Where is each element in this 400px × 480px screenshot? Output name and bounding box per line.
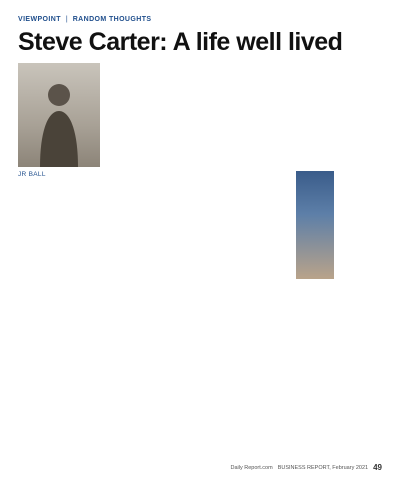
page-footer <box>0 463 400 472</box>
footer-issue: BUSINESS REPORT, February 2021 <box>277 464 369 471</box>
section-label: VIEWPOINT <box>18 16 61 23</box>
inset-photo <box>296 171 334 279</box>
article-column-1 <box>18 181 104 463</box>
footer-publication: Daily Report.com <box>230 464 273 471</box>
section-header <box>18 16 382 23</box>
article-body <box>18 63 382 473</box>
byline: JR BALL <box>18 171 46 179</box>
section-divider: | <box>65 16 68 23</box>
headline: Steve Carter: A life well lived <box>18 28 343 56</box>
article-column-3 <box>202 63 288 463</box>
page-number: 49 <box>373 463 382 472</box>
article-column-2 <box>110 63 196 463</box>
section-subtitle: RANDOM THOUGHTS <box>72 16 152 23</box>
